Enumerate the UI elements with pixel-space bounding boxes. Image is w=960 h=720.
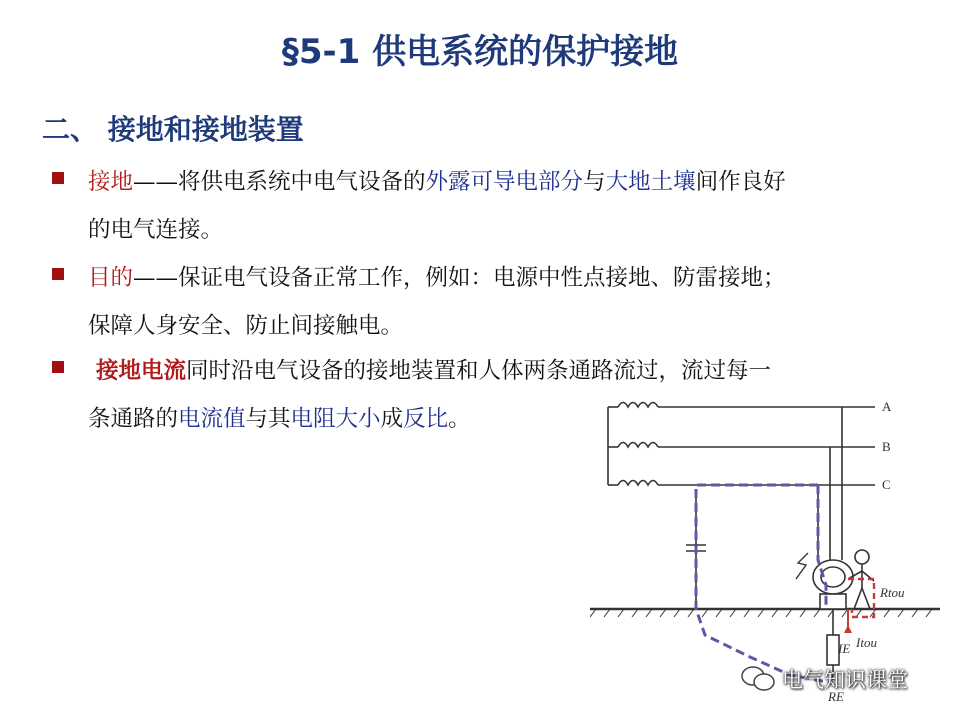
p3-text: 同时沿电气设备的接地装置和人体两条通路流过，流过每一	[186, 358, 772, 384]
label-i-e: IE	[838, 641, 851, 656]
bullet-icon	[52, 268, 64, 280]
coil-icon	[618, 403, 658, 408]
label-phase-a: A	[882, 399, 892, 414]
p3-line-1	[96, 353, 771, 385]
term-current-value: 电流值	[178, 406, 246, 432]
watermark-text: 电气知识课堂	[782, 668, 908, 692]
p2-line-2: 保障人身安全、防止间接触电。	[88, 313, 404, 339]
grounding-circuit-diagram	[590, 395, 940, 710]
term-earth: 大地土壤	[605, 169, 696, 195]
p1-line-1	[88, 164, 786, 196]
label-phase-c: C	[882, 477, 891, 492]
p1-text: ——将供电系统中电气设备的	[133, 169, 426, 195]
p3-text: 条通路的	[88, 406, 179, 432]
slide-title: §5-1 供电系统的保护接地	[281, 32, 679, 72]
chat-bubble-icon	[740, 664, 776, 694]
p2-text: ——保证电气设备正常工作，例如：电源中性点接地、防雷接地；	[133, 265, 786, 291]
label-phase-b: B	[882, 439, 891, 454]
fault-icon	[796, 553, 808, 579]
section-heading: 二、 接地和接地装置	[42, 113, 304, 146]
term-ground-current: 接地电流	[96, 358, 187, 384]
p1-line-2: 的电气连接。	[88, 217, 224, 243]
label-i-tou: Itou	[856, 635, 877, 650]
touch-current-path	[848, 579, 874, 617]
coil-icon	[618, 443, 658, 448]
term-grounding: 接地	[88, 169, 134, 195]
label-r-e: RE	[828, 689, 844, 704]
p1-text: 与	[583, 169, 606, 195]
p3-line-2	[88, 401, 471, 433]
p2-line-1	[88, 260, 786, 292]
fault-current-path	[696, 485, 833, 683]
motor-icon	[813, 560, 853, 609]
label-r-tou: Rtou	[880, 585, 905, 600]
term-inverse: 反比	[403, 406, 449, 432]
bullet-icon	[52, 172, 64, 184]
p3-text: 。	[448, 406, 471, 432]
coil-icon	[618, 481, 658, 486]
bullet-icon	[52, 361, 64, 373]
term-resistance: 电阻大小	[290, 406, 381, 432]
term-purpose: 目的	[88, 265, 134, 291]
term-exposed-part: 外露可导电部分	[425, 169, 584, 195]
p3-text: 与其	[245, 406, 291, 432]
p1-text: 间作良好	[695, 169, 786, 195]
watermark	[740, 664, 908, 694]
p3-text: 成	[380, 406, 404, 432]
